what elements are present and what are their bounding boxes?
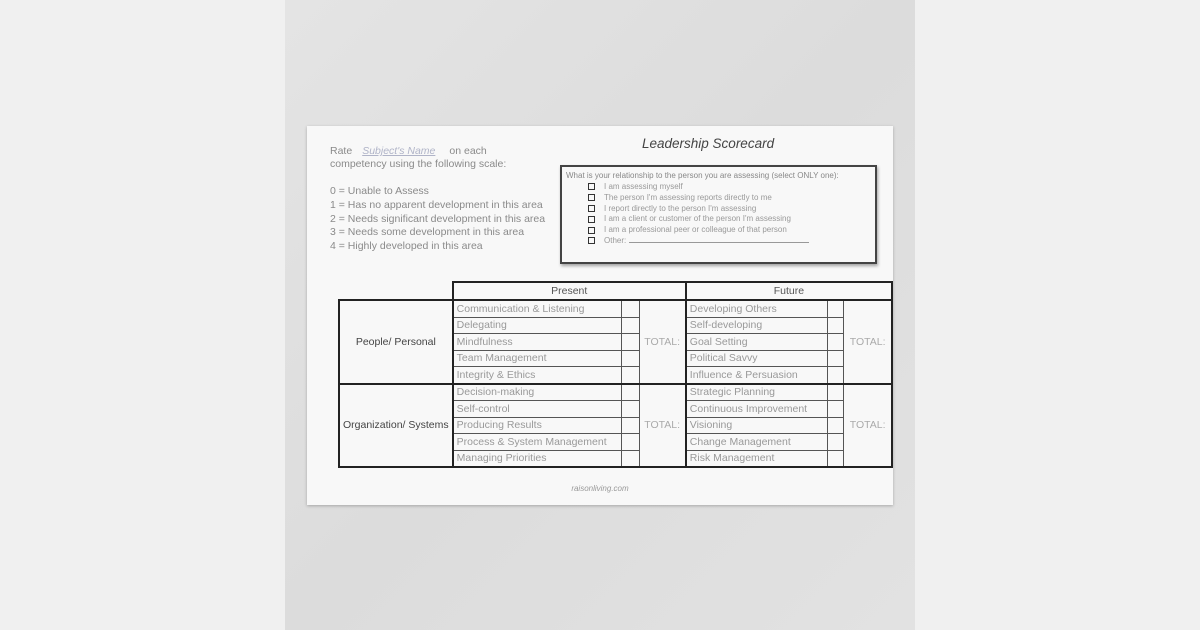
score-cell[interactable] — [622, 434, 640, 451]
competency-label: Managing Priorities — [453, 450, 622, 467]
score-cell[interactable] — [622, 384, 640, 401]
page-title: Leadership Scorecard — [642, 136, 775, 151]
rate-label: Rate — [330, 145, 353, 157]
competency-label: Visioning — [686, 417, 828, 434]
relationship-question: What is your relationship to the person you are assessing (select ONLY one): — [566, 171, 839, 180]
score-cell[interactable] — [828, 350, 844, 367]
score-cell[interactable] — [828, 384, 844, 401]
relationship-option[interactable] — [588, 193, 875, 204]
header-row — [339, 282, 892, 300]
score-cell[interactable] — [622, 317, 640, 334]
option-label: I am a professional peer or colleague of that person — [604, 225, 787, 235]
category-label: People/ Personal — [339, 300, 453, 384]
subject-name-field[interactable]: Subject's Name — [362, 145, 436, 157]
scale-list — [330, 185, 545, 254]
competency-label: Risk Management — [686, 450, 828, 467]
scale-item: 0 = Unable to Assess — [330, 185, 429, 197]
relationship-option[interactable] — [588, 236, 875, 247]
total-cell[interactable]: TOTAL: — [844, 384, 892, 468]
score-cell[interactable] — [828, 417, 844, 434]
score-cell[interactable] — [828, 334, 844, 351]
option-label: The person I'm assessing reports directly to me — [604, 192, 772, 202]
option-label: Other: — [604, 235, 627, 245]
total-cell[interactable]: TOTAL: — [844, 300, 892, 384]
competency-label: Producing Results — [453, 417, 622, 434]
competency-label: Communication & Listening — [453, 300, 622, 317]
future-header: Future — [686, 282, 892, 300]
present-header: Present — [453, 282, 686, 300]
score-cell[interactable] — [828, 401, 844, 418]
competency-label: Integrity & Ethics — [453, 367, 622, 384]
competency-label: Goal Setting — [686, 334, 828, 351]
other-input[interactable] — [629, 242, 809, 243]
checkbox[interactable] — [588, 194, 595, 201]
competency-label: Delegating — [453, 317, 622, 334]
intro-line-2: competency using the following scale: — [330, 158, 507, 170]
relationship-option[interactable] — [588, 204, 875, 215]
competency-label: Decision-making — [453, 384, 622, 401]
checkbox[interactable] — [588, 183, 595, 190]
score-cell[interactable] — [622, 350, 640, 367]
option-label: I am assessing myself — [604, 182, 683, 191]
score-cell[interactable] — [828, 300, 844, 317]
competency-label: Change Management — [686, 434, 828, 451]
on-each-label: on each — [449, 145, 487, 157]
total-cell[interactable]: TOTAL: — [639, 300, 686, 384]
checkbox[interactable] — [588, 216, 595, 223]
score-cell[interactable] — [828, 317, 844, 334]
scale-item: 4 = Highly developed in this area — [330, 240, 483, 253]
score-cell[interactable] — [622, 450, 640, 467]
checkbox[interactable] — [588, 237, 595, 244]
relationship-option[interactable] — [588, 225, 875, 236]
competency-label: Political Savvy — [686, 350, 828, 367]
competency-label: Self-developing — [686, 317, 828, 334]
competency-label: Self-control — [453, 401, 622, 418]
score-cell[interactable] — [828, 450, 844, 467]
scale-item: 3 = Needs some development in this area — [330, 226, 525, 239]
option-label: I report directly to the person I'm assessing — [604, 203, 757, 213]
relationship-option[interactable] — [588, 214, 875, 225]
footer-url: raisonliving.com — [571, 484, 629, 493]
intro-line-1 — [330, 145, 487, 157]
competency-label: Team Management — [453, 350, 622, 367]
checkbox[interactable] — [588, 205, 595, 212]
total-cell[interactable]: TOTAL: — [639, 384, 686, 468]
competency-label: Mindfulness — [453, 334, 622, 351]
score-cell[interactable] — [622, 334, 640, 351]
competency-table — [338, 281, 893, 468]
scale-item: 2 = Needs significant development in this area — [330, 212, 546, 225]
scorecard — [307, 126, 893, 505]
scale-item: 1 = Has no apparent development in this area — [330, 198, 543, 211]
checkbox[interactable] — [588, 227, 595, 234]
competency-label: Continuous Improvement — [686, 401, 828, 418]
competency-label: Process & System Management — [453, 434, 622, 451]
score-cell[interactable] — [622, 401, 640, 418]
table-row — [339, 300, 892, 317]
competency-label: Developing Others — [686, 300, 828, 317]
relationship-option[interactable] — [588, 182, 875, 193]
score-cell[interactable] — [622, 367, 640, 384]
score-cell[interactable] — [622, 417, 640, 434]
score-cell[interactable] — [828, 434, 844, 451]
table-row — [339, 384, 892, 401]
category-label: Organization/ Systems — [339, 384, 453, 468]
competency-label: Strategic Planning — [686, 384, 828, 401]
score-cell[interactable] — [828, 367, 844, 384]
competency-label: Influence & Persuasion — [686, 367, 828, 384]
relationship-box — [560, 165, 877, 264]
score-cell[interactable] — [622, 300, 640, 317]
option-label: I am a client or customer of the person I'm assessing — [604, 214, 791, 224]
